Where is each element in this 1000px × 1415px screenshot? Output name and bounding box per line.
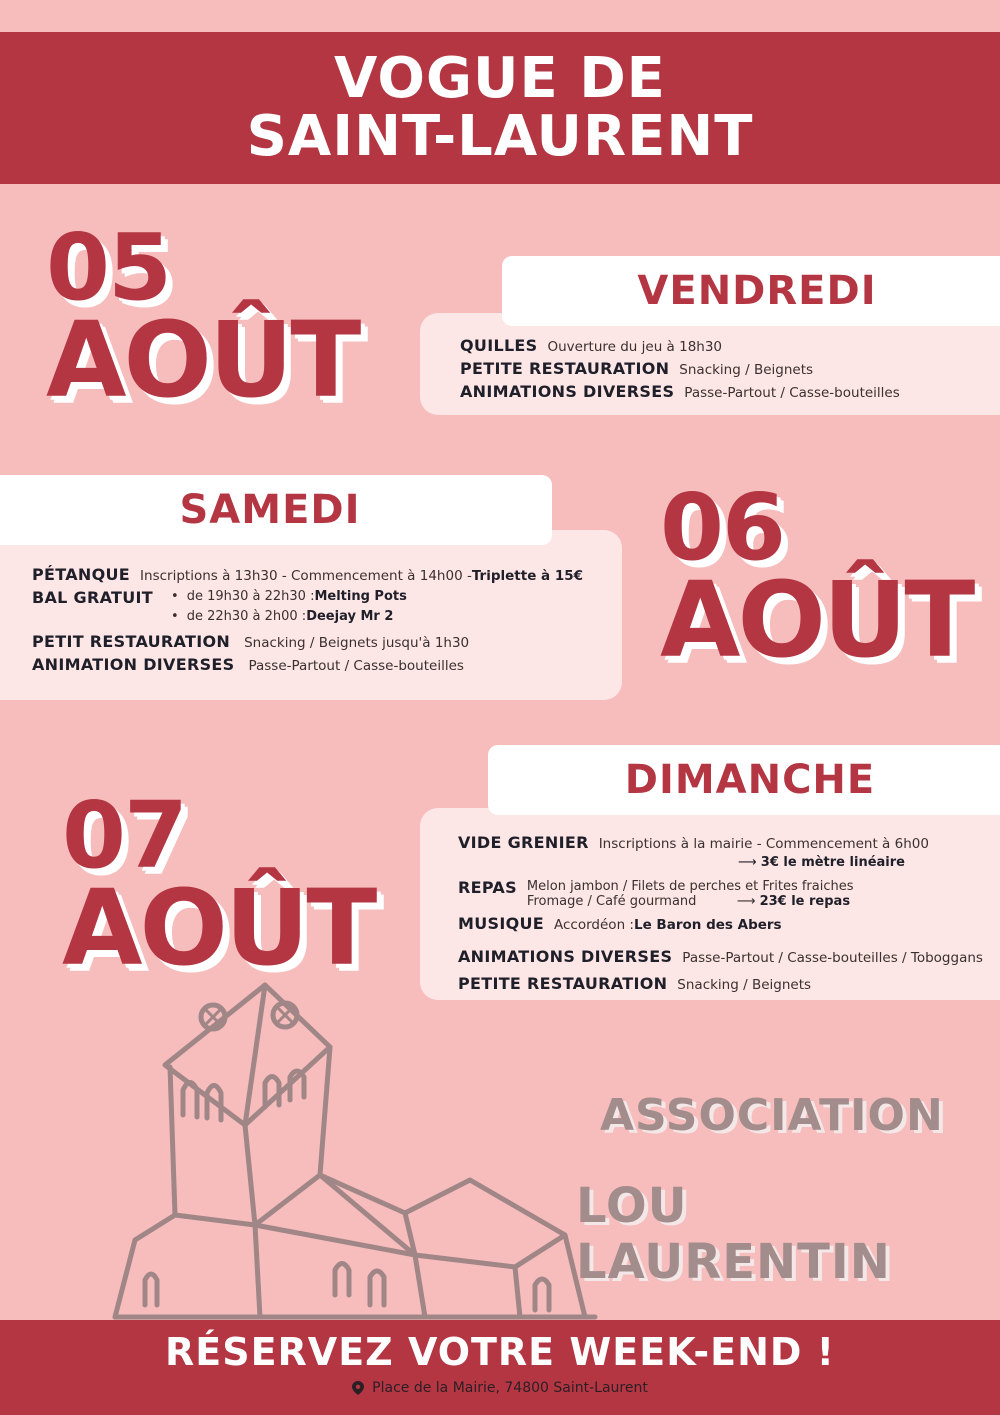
sunday-item-label: ANIMATIONS DIVERSES	[458, 947, 673, 966]
saturday-item-text: Passe-Partout / Casse-bouteilles	[248, 658, 464, 674]
bal-slot-time: de 22h30 à 2h00 :	[186, 609, 307, 624]
bal-slot-time: de 19h30 à 22h30 :	[186, 589, 315, 604]
repas-line-1: Melon jambon / Filets de perches et Frites fraiches	[526, 879, 854, 894]
sunday-item-text: Passe-Partout / Casse-bouteilles / Toboggans	[682, 950, 983, 966]
sunday-panel	[420, 808, 1000, 1000]
sunday-day-banner	[488, 745, 1000, 815]
repas-price: 23€ le repas	[759, 894, 851, 909]
friday-date	[46, 214, 359, 421]
friday-item-text: Snacking / Beignets	[679, 362, 814, 378]
friday-day-banner	[502, 256, 1000, 326]
bal-slot-act: Deejay Mr 2	[306, 609, 394, 624]
friday-item-label: ANIMATIONS DIVERSES	[460, 382, 675, 401]
vide-price-line	[458, 855, 998, 871]
petanque-text: Inscriptions à 13h30 - Commencement à 14h00 -	[140, 568, 472, 584]
sunday-item-text: Snacking / Beignets	[677, 977, 812, 993]
sunday-day-label: DIMANCHE	[624, 757, 876, 803]
footer-address-line	[352, 1380, 648, 1396]
friday-date-month: AOÛT	[46, 299, 359, 421]
saturday-date-month: AOÛT	[660, 559, 973, 681]
saturday-item-label: PETIT RESTAURATION	[32, 632, 231, 651]
saturday-item	[32, 631, 583, 654]
vide-text: Inscriptions à la mairie - Commencement à 6h00	[598, 836, 929, 852]
association-line-2: LOU LAURENTIN	[576, 1178, 891, 1290]
sunday-item	[458, 946, 998, 969]
friday-item	[460, 335, 900, 358]
title-banner	[0, 32, 1000, 184]
saturday-item	[32, 654, 583, 677]
footer-address: Place de la Mairie, 74800 Saint-Laurent	[372, 1380, 648, 1396]
vide-grenier	[458, 832, 998, 855]
friday-item	[460, 358, 900, 381]
petanque-price: Triplette à 15€	[471, 568, 584, 584]
bal-slot: • de 19h30 à 22h30 : Melting Pots	[171, 587, 407, 607]
musique-label: MUSIQUE	[458, 914, 545, 933]
location-pin-icon	[352, 1381, 364, 1395]
musique	[458, 913, 998, 936]
friday-item-label: QUILLES	[460, 336, 538, 355]
arrow-icon: ⟶	[738, 855, 757, 870]
saturday-item-label: ANIMATION DIVERSES	[32, 655, 235, 674]
friday-date-number: 05	[46, 214, 171, 321]
saturday-date-number: 06	[660, 474, 785, 581]
sunday-item-label: PETITE RESTAURATION	[458, 974, 668, 993]
saturday-bal	[32, 587, 583, 627]
sunday-date-number: 07	[62, 782, 187, 889]
repas-line-2: Fromage / Café gourmand	[526, 894, 697, 909]
bal-slot: • de 22h30 à 2h00 : Deejay Mr 2	[171, 607, 407, 627]
friday-item-label: PETITE RESTAURATION	[460, 359, 670, 378]
arrow-icon: ⟶	[736, 894, 756, 909]
vide-label: VIDE GRENIER	[458, 833, 589, 852]
friday-panel	[420, 313, 1000, 415]
friday-day-label: VENDREDI	[637, 268, 877, 314]
footer-cta: RÉSERVEZ VOTRE WEEK-END !	[165, 1330, 835, 1374]
friday-item-text: Ouverture du jeu à 18h30	[547, 339, 723, 355]
bal-label: BAL GRATUIT	[32, 588, 154, 607]
sunday-date	[62, 782, 375, 989]
saturday-day-banner	[0, 475, 552, 545]
musique-artist: Le Baron des Abers	[633, 917, 782, 933]
repas	[458, 879, 998, 909]
musique-text: Accordéon :	[554, 917, 634, 933]
repas-label: REPAS	[458, 878, 517, 897]
friday-item	[460, 381, 900, 404]
title-line-1: VOGUE DE	[334, 46, 666, 111]
saturday-petanque	[32, 564, 583, 587]
saturday-panel	[0, 530, 622, 700]
title-line-2: SAINT-LAURENT	[246, 104, 754, 169]
bal-slot-act: Melting Pots	[314, 589, 407, 604]
church-illustration	[95, 975, 605, 1320]
sunday-date-month: AOÛT	[62, 867, 375, 989]
vide-price: 3€ le mètre linéaire	[760, 855, 905, 870]
bal-schedule	[171, 587, 407, 627]
saturday-day-label: SAMEDI	[179, 487, 361, 533]
saturday-item-text: Snacking / Beignets jusqu'à 1h30	[244, 635, 470, 651]
friday-item-text: Passe-Partout / Casse-bouteilles	[684, 385, 900, 401]
footer-banner	[0, 1320, 1000, 1415]
saturday-date	[660, 474, 973, 681]
petanque-label: PÉTANQUE	[32, 565, 131, 584]
association-line-1: ASSOCIATION	[600, 1090, 944, 1141]
